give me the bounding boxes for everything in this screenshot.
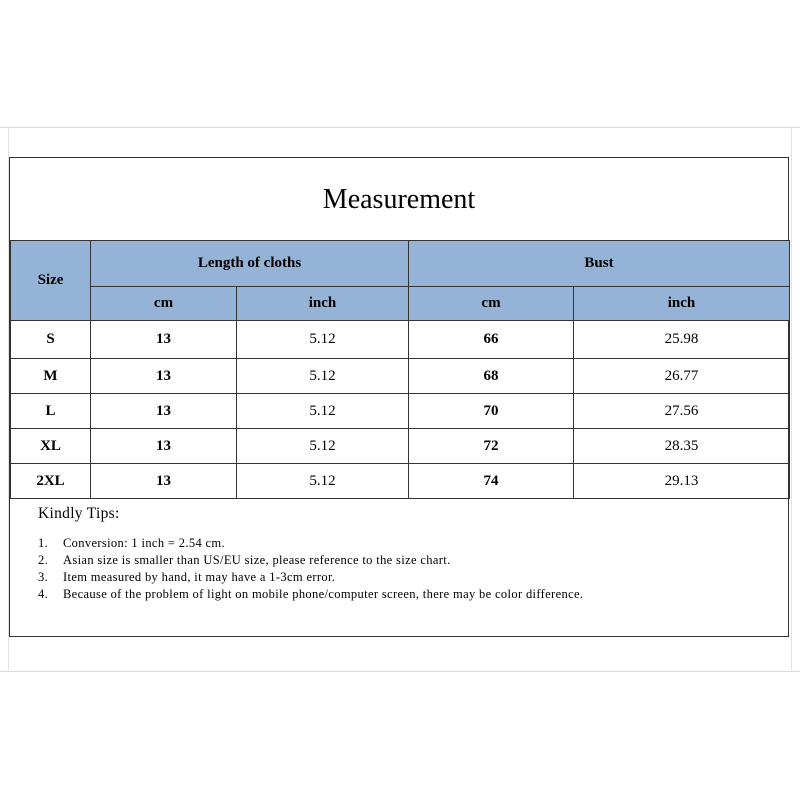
table-row bbox=[11, 359, 790, 394]
tips-title: Kindly Tips: bbox=[38, 505, 120, 522]
size-table bbox=[10, 240, 790, 499]
tip-text: Asian size is smaller than US/EU size, please reference to the size chart. bbox=[63, 553, 451, 567]
bust-cm-cell: 66 bbox=[409, 321, 574, 359]
sheet-gridline-bottom bbox=[0, 671, 800, 672]
table-row bbox=[11, 464, 790, 499]
length-cm-header: cm bbox=[91, 287, 237, 321]
table-unit-row bbox=[11, 287, 790, 321]
bust-inch-cell: 29.13 bbox=[574, 464, 790, 499]
size-cell: 2XL bbox=[11, 464, 91, 499]
length-inch-cell: 5.12 bbox=[237, 359, 409, 394]
length-inch-cell: 5.12 bbox=[237, 394, 409, 429]
bust-inch-cell: 25.98 bbox=[574, 321, 790, 359]
size-cell: M bbox=[11, 359, 91, 394]
bust-cm-cell: 74 bbox=[409, 464, 574, 499]
length-cm-cell: 13 bbox=[91, 359, 237, 394]
bust-inch-cell: 27.56 bbox=[574, 394, 790, 429]
size-cell: S bbox=[11, 321, 91, 359]
tip-number: 3. bbox=[38, 570, 49, 584]
length-inch-cell: 5.12 bbox=[237, 429, 409, 464]
size-cell: L bbox=[11, 394, 91, 429]
bust-inch-cell: 28.35 bbox=[574, 429, 790, 464]
length-inch-header: inch bbox=[237, 287, 409, 321]
size-cell: XL bbox=[11, 429, 91, 464]
list-item bbox=[38, 569, 758, 586]
tip-number: 1. bbox=[38, 536, 49, 550]
length-inch-cell: 5.12 bbox=[237, 321, 409, 359]
tip-text: Item measured by hand, it may have a 1-3cm error. bbox=[63, 570, 336, 584]
length-group-header: Length of cloths bbox=[91, 241, 409, 287]
tip-text: Because of the problem of light on mobile phone/computer screen, there may be color difference. bbox=[63, 587, 584, 601]
bust-group-header: Bust bbox=[409, 241, 790, 287]
bust-inch-header: inch bbox=[574, 287, 790, 321]
length-cm-cell: 13 bbox=[91, 321, 237, 359]
bust-cm-cell: 70 bbox=[409, 394, 574, 429]
table-row bbox=[11, 394, 790, 429]
tip-number: 2. bbox=[38, 553, 49, 567]
list-item bbox=[38, 586, 758, 603]
length-inch-cell: 5.12 bbox=[237, 464, 409, 499]
tip-text: Conversion: 1 inch = 2.54 cm. bbox=[63, 536, 225, 550]
table-header-row bbox=[11, 241, 790, 287]
bust-cm-cell: 72 bbox=[409, 429, 574, 464]
length-cm-cell: 13 bbox=[91, 429, 237, 464]
length-cm-cell: 13 bbox=[91, 464, 237, 499]
table-row bbox=[11, 429, 790, 464]
chart-title: Measurement bbox=[10, 158, 788, 241]
tips-list bbox=[38, 535, 758, 603]
list-item bbox=[38, 535, 758, 552]
tip-number: 4. bbox=[38, 587, 49, 601]
length-cm-cell: 13 bbox=[91, 394, 237, 429]
sheet-gridline-top bbox=[0, 127, 800, 128]
size-chart-frame bbox=[9, 157, 789, 637]
tips-section bbox=[38, 505, 758, 603]
bust-cm-cell: 68 bbox=[409, 359, 574, 394]
bust-cm-header: cm bbox=[409, 287, 574, 321]
bust-inch-cell: 26.77 bbox=[574, 359, 790, 394]
sheet-gridline-right bbox=[791, 127, 792, 672]
table-row bbox=[11, 321, 790, 359]
size-column-header: Size bbox=[11, 241, 91, 321]
list-item bbox=[38, 552, 758, 569]
